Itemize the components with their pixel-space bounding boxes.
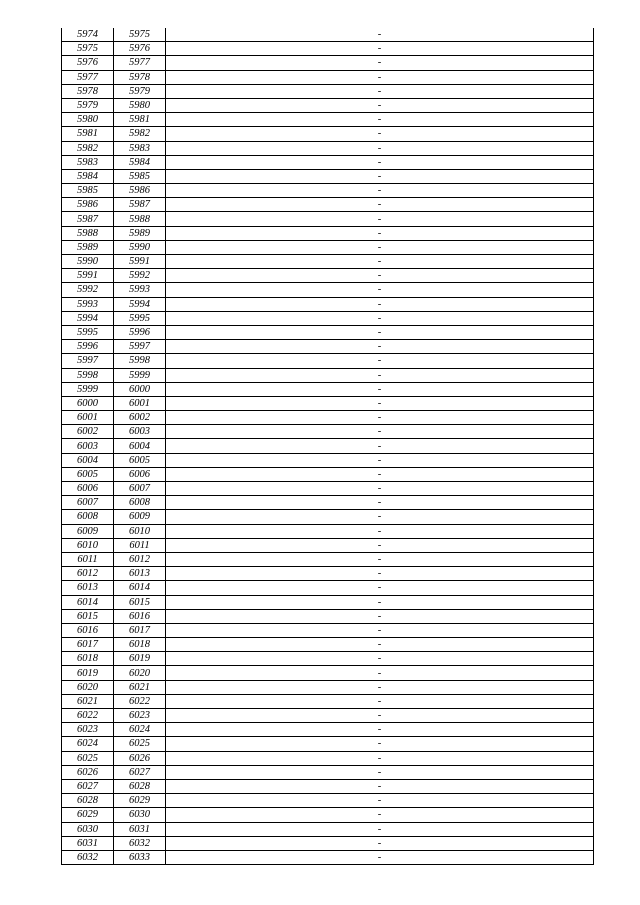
to-number-cell: 6000 [114, 382, 166, 396]
from-number-cell: 5988 [62, 226, 114, 240]
table-row [62, 709, 594, 723]
value-cell: - [166, 850, 594, 864]
from-number-cell: 5999 [62, 382, 114, 396]
value-cell: - [166, 325, 594, 339]
table-row [62, 510, 594, 524]
value-cell: - [166, 482, 594, 496]
table-row [62, 283, 594, 297]
from-number-cell: 6018 [62, 652, 114, 666]
from-number-cell: 6022 [62, 709, 114, 723]
table-row [62, 212, 594, 226]
table-row [62, 609, 594, 623]
table-row [62, 694, 594, 708]
to-number-cell: 6014 [114, 581, 166, 595]
table-row [62, 794, 594, 808]
from-number-cell: 6006 [62, 482, 114, 496]
to-number-cell: 6033 [114, 850, 166, 864]
table-row [62, 850, 594, 864]
to-number-cell: 5982 [114, 127, 166, 141]
table-row [62, 255, 594, 269]
value-cell: - [166, 765, 594, 779]
to-number-cell: 5992 [114, 269, 166, 283]
table-row [62, 340, 594, 354]
table-row [62, 737, 594, 751]
from-number-cell: 5978 [62, 84, 114, 98]
to-number-cell: 6015 [114, 595, 166, 609]
table-row [62, 453, 594, 467]
value-cell: - [166, 269, 594, 283]
to-number-cell: 6009 [114, 510, 166, 524]
value-cell: - [166, 396, 594, 410]
table-row [62, 638, 594, 652]
value-cell: - [166, 411, 594, 425]
to-number-cell: 6026 [114, 751, 166, 765]
value-cell: - [166, 794, 594, 808]
value-cell: - [166, 496, 594, 510]
to-number-cell: 6022 [114, 694, 166, 708]
to-number-cell: 5988 [114, 212, 166, 226]
to-number-cell: 6020 [114, 666, 166, 680]
value-cell: - [166, 510, 594, 524]
table-row [62, 198, 594, 212]
from-number-cell: 6027 [62, 779, 114, 793]
from-number-cell: 5990 [62, 255, 114, 269]
to-number-cell: 6010 [114, 524, 166, 538]
value-cell: - [166, 56, 594, 70]
from-number-cell: 5981 [62, 127, 114, 141]
value-cell: - [166, 297, 594, 311]
to-number-cell: 6029 [114, 794, 166, 808]
table-row [62, 524, 594, 538]
from-number-cell: 6021 [62, 694, 114, 708]
to-number-cell: 6011 [114, 538, 166, 552]
from-number-cell: 5986 [62, 198, 114, 212]
table-row [62, 808, 594, 822]
value-cell: - [166, 567, 594, 581]
value-cell: - [166, 836, 594, 850]
from-number-cell: 6008 [62, 510, 114, 524]
value-cell: - [166, 552, 594, 566]
table-row [62, 496, 594, 510]
value-cell: - [166, 184, 594, 198]
value-cell: - [166, 581, 594, 595]
from-number-cell: 6025 [62, 751, 114, 765]
from-number-cell: 5996 [62, 340, 114, 354]
to-number-cell: 6005 [114, 453, 166, 467]
value-cell: - [166, 425, 594, 439]
to-number-cell: 5995 [114, 311, 166, 325]
from-number-cell: 6015 [62, 609, 114, 623]
value-cell: - [166, 283, 594, 297]
to-number-cell: 6016 [114, 609, 166, 623]
from-number-cell: 5992 [62, 283, 114, 297]
value-cell: - [166, 212, 594, 226]
from-number-cell: 5989 [62, 240, 114, 254]
table-row [62, 184, 594, 198]
value-cell: - [166, 70, 594, 84]
value-cell: - [166, 737, 594, 751]
table-row [62, 56, 594, 70]
to-number-cell: 5991 [114, 255, 166, 269]
table-row [62, 226, 594, 240]
from-number-cell: 6017 [62, 638, 114, 652]
from-number-cell: 6029 [62, 808, 114, 822]
to-number-cell: 6031 [114, 822, 166, 836]
from-number-cell: 5987 [62, 212, 114, 226]
from-number-cell: 6016 [62, 623, 114, 637]
table-row [62, 297, 594, 311]
value-cell: - [166, 595, 594, 609]
value-cell: - [166, 42, 594, 56]
value-cell: - [166, 127, 594, 141]
value-cell: - [166, 652, 594, 666]
to-number-cell: 5993 [114, 283, 166, 297]
table-row [62, 439, 594, 453]
from-number-cell: 5976 [62, 56, 114, 70]
value-cell: - [166, 808, 594, 822]
to-number-cell: 6032 [114, 836, 166, 850]
from-number-cell: 5995 [62, 325, 114, 339]
table-row [62, 325, 594, 339]
table-row [62, 581, 594, 595]
from-number-cell: 6028 [62, 794, 114, 808]
value-cell: - [166, 311, 594, 325]
from-number-cell: 5983 [62, 155, 114, 169]
to-number-cell: 6025 [114, 737, 166, 751]
to-number-cell: 6017 [114, 623, 166, 637]
value-cell: - [166, 382, 594, 396]
table-row [62, 680, 594, 694]
from-number-cell: 6026 [62, 765, 114, 779]
from-number-cell: 6010 [62, 538, 114, 552]
value-cell: - [166, 84, 594, 98]
from-number-cell: 5993 [62, 297, 114, 311]
to-number-cell: 5976 [114, 42, 166, 56]
to-number-cell: 5999 [114, 368, 166, 382]
to-number-cell: 5987 [114, 198, 166, 212]
table-row [62, 354, 594, 368]
table-row [62, 98, 594, 112]
value-cell: - [166, 198, 594, 212]
value-cell: - [166, 694, 594, 708]
to-number-cell: 5984 [114, 155, 166, 169]
table-row [62, 42, 594, 56]
from-number-cell: 5982 [62, 141, 114, 155]
to-number-cell: 6019 [114, 652, 166, 666]
value-cell: - [166, 155, 594, 169]
table-row [62, 836, 594, 850]
from-number-cell: 6009 [62, 524, 114, 538]
to-number-cell: 6002 [114, 411, 166, 425]
to-number-cell: 6004 [114, 439, 166, 453]
from-number-cell: 6020 [62, 680, 114, 694]
from-number-cell: 5975 [62, 42, 114, 56]
value-cell: - [166, 240, 594, 254]
value-cell: - [166, 169, 594, 183]
to-number-cell: 5989 [114, 226, 166, 240]
from-number-cell: 5980 [62, 113, 114, 127]
table-row [62, 127, 594, 141]
from-number-cell: 6007 [62, 496, 114, 510]
to-number-cell: 6008 [114, 496, 166, 510]
to-number-cell: 5986 [114, 184, 166, 198]
table-row [62, 368, 594, 382]
value-cell: - [166, 141, 594, 155]
table-row [62, 567, 594, 581]
table-row [62, 779, 594, 793]
to-number-cell: 5983 [114, 141, 166, 155]
table-row [62, 169, 594, 183]
to-number-cell: 6028 [114, 779, 166, 793]
value-cell: - [166, 467, 594, 481]
table-row [62, 552, 594, 566]
from-number-cell: 5998 [62, 368, 114, 382]
from-number-cell: 6023 [62, 723, 114, 737]
from-number-cell: 5977 [62, 70, 114, 84]
value-cell: - [166, 709, 594, 723]
to-number-cell: 6012 [114, 552, 166, 566]
table-row [62, 723, 594, 737]
from-number-cell: 6004 [62, 453, 114, 467]
to-number-cell: 5978 [114, 70, 166, 84]
table-row [62, 155, 594, 169]
table-row [62, 411, 594, 425]
table-row [62, 666, 594, 680]
table-row [62, 70, 594, 84]
from-number-cell: 6003 [62, 439, 114, 453]
to-number-cell: 6007 [114, 482, 166, 496]
table-row [62, 269, 594, 283]
from-number-cell: 6014 [62, 595, 114, 609]
table-row [62, 311, 594, 325]
table-row [62, 482, 594, 496]
from-number-cell: 6031 [62, 836, 114, 850]
table-row [62, 467, 594, 481]
value-cell: - [166, 524, 594, 538]
to-number-cell: 5990 [114, 240, 166, 254]
from-number-cell: 6030 [62, 822, 114, 836]
to-number-cell: 6023 [114, 709, 166, 723]
value-cell: - [166, 623, 594, 637]
table-row [62, 652, 594, 666]
value-cell: - [166, 666, 594, 680]
from-number-cell: 6013 [62, 581, 114, 595]
value-cell: - [166, 354, 594, 368]
table-row [62, 240, 594, 254]
to-number-cell: 6003 [114, 425, 166, 439]
from-number-cell: 6001 [62, 411, 114, 425]
from-number-cell: 5979 [62, 98, 114, 112]
value-cell: - [166, 538, 594, 552]
value-cell: - [166, 822, 594, 836]
table-row [62, 28, 594, 42]
value-cell: - [166, 723, 594, 737]
value-cell: - [166, 113, 594, 127]
value-cell: - [166, 638, 594, 652]
value-cell: - [166, 439, 594, 453]
table-row [62, 382, 594, 396]
to-number-cell: 5977 [114, 56, 166, 70]
to-number-cell: 5985 [114, 169, 166, 183]
to-number-cell: 6021 [114, 680, 166, 694]
to-number-cell: 6024 [114, 723, 166, 737]
to-number-cell: 5996 [114, 325, 166, 339]
table-row [62, 595, 594, 609]
table-row [62, 751, 594, 765]
value-cell: - [166, 98, 594, 112]
to-number-cell: 6018 [114, 638, 166, 652]
from-number-cell: 6019 [62, 666, 114, 680]
value-cell: - [166, 368, 594, 382]
table-row [62, 84, 594, 98]
table-row [62, 425, 594, 439]
table-body [62, 28, 594, 865]
table-row [62, 623, 594, 637]
table-row [62, 538, 594, 552]
value-cell: - [166, 779, 594, 793]
to-number-cell: 5979 [114, 84, 166, 98]
to-number-cell: 6001 [114, 396, 166, 410]
value-cell: - [166, 226, 594, 240]
to-number-cell: 5981 [114, 113, 166, 127]
to-number-cell: 6030 [114, 808, 166, 822]
to-number-cell: 6027 [114, 765, 166, 779]
from-number-cell: 5974 [62, 28, 114, 42]
table-row [62, 396, 594, 410]
to-number-cell: 5994 [114, 297, 166, 311]
from-number-cell: 6032 [62, 850, 114, 864]
to-number-cell: 6006 [114, 467, 166, 481]
data-table [61, 28, 594, 865]
table-row [62, 141, 594, 155]
to-number-cell: 5998 [114, 354, 166, 368]
value-cell: - [166, 751, 594, 765]
from-number-cell: 5984 [62, 169, 114, 183]
from-number-cell: 6012 [62, 567, 114, 581]
to-number-cell: 5980 [114, 98, 166, 112]
to-number-cell: 5975 [114, 28, 166, 42]
value-cell: - [166, 340, 594, 354]
from-number-cell: 6000 [62, 396, 114, 410]
from-number-cell: 5997 [62, 354, 114, 368]
from-number-cell: 6002 [62, 425, 114, 439]
from-number-cell: 5991 [62, 269, 114, 283]
value-cell: - [166, 255, 594, 269]
from-number-cell: 6011 [62, 552, 114, 566]
value-cell: - [166, 28, 594, 42]
from-number-cell: 5994 [62, 311, 114, 325]
table-row [62, 822, 594, 836]
value-cell: - [166, 609, 594, 623]
from-number-cell: 6005 [62, 467, 114, 481]
from-number-cell: 5985 [62, 184, 114, 198]
to-number-cell: 6013 [114, 567, 166, 581]
table-row [62, 113, 594, 127]
value-cell: - [166, 680, 594, 694]
from-number-cell: 6024 [62, 737, 114, 751]
to-number-cell: 5997 [114, 340, 166, 354]
value-cell: - [166, 453, 594, 467]
table-row [62, 765, 594, 779]
